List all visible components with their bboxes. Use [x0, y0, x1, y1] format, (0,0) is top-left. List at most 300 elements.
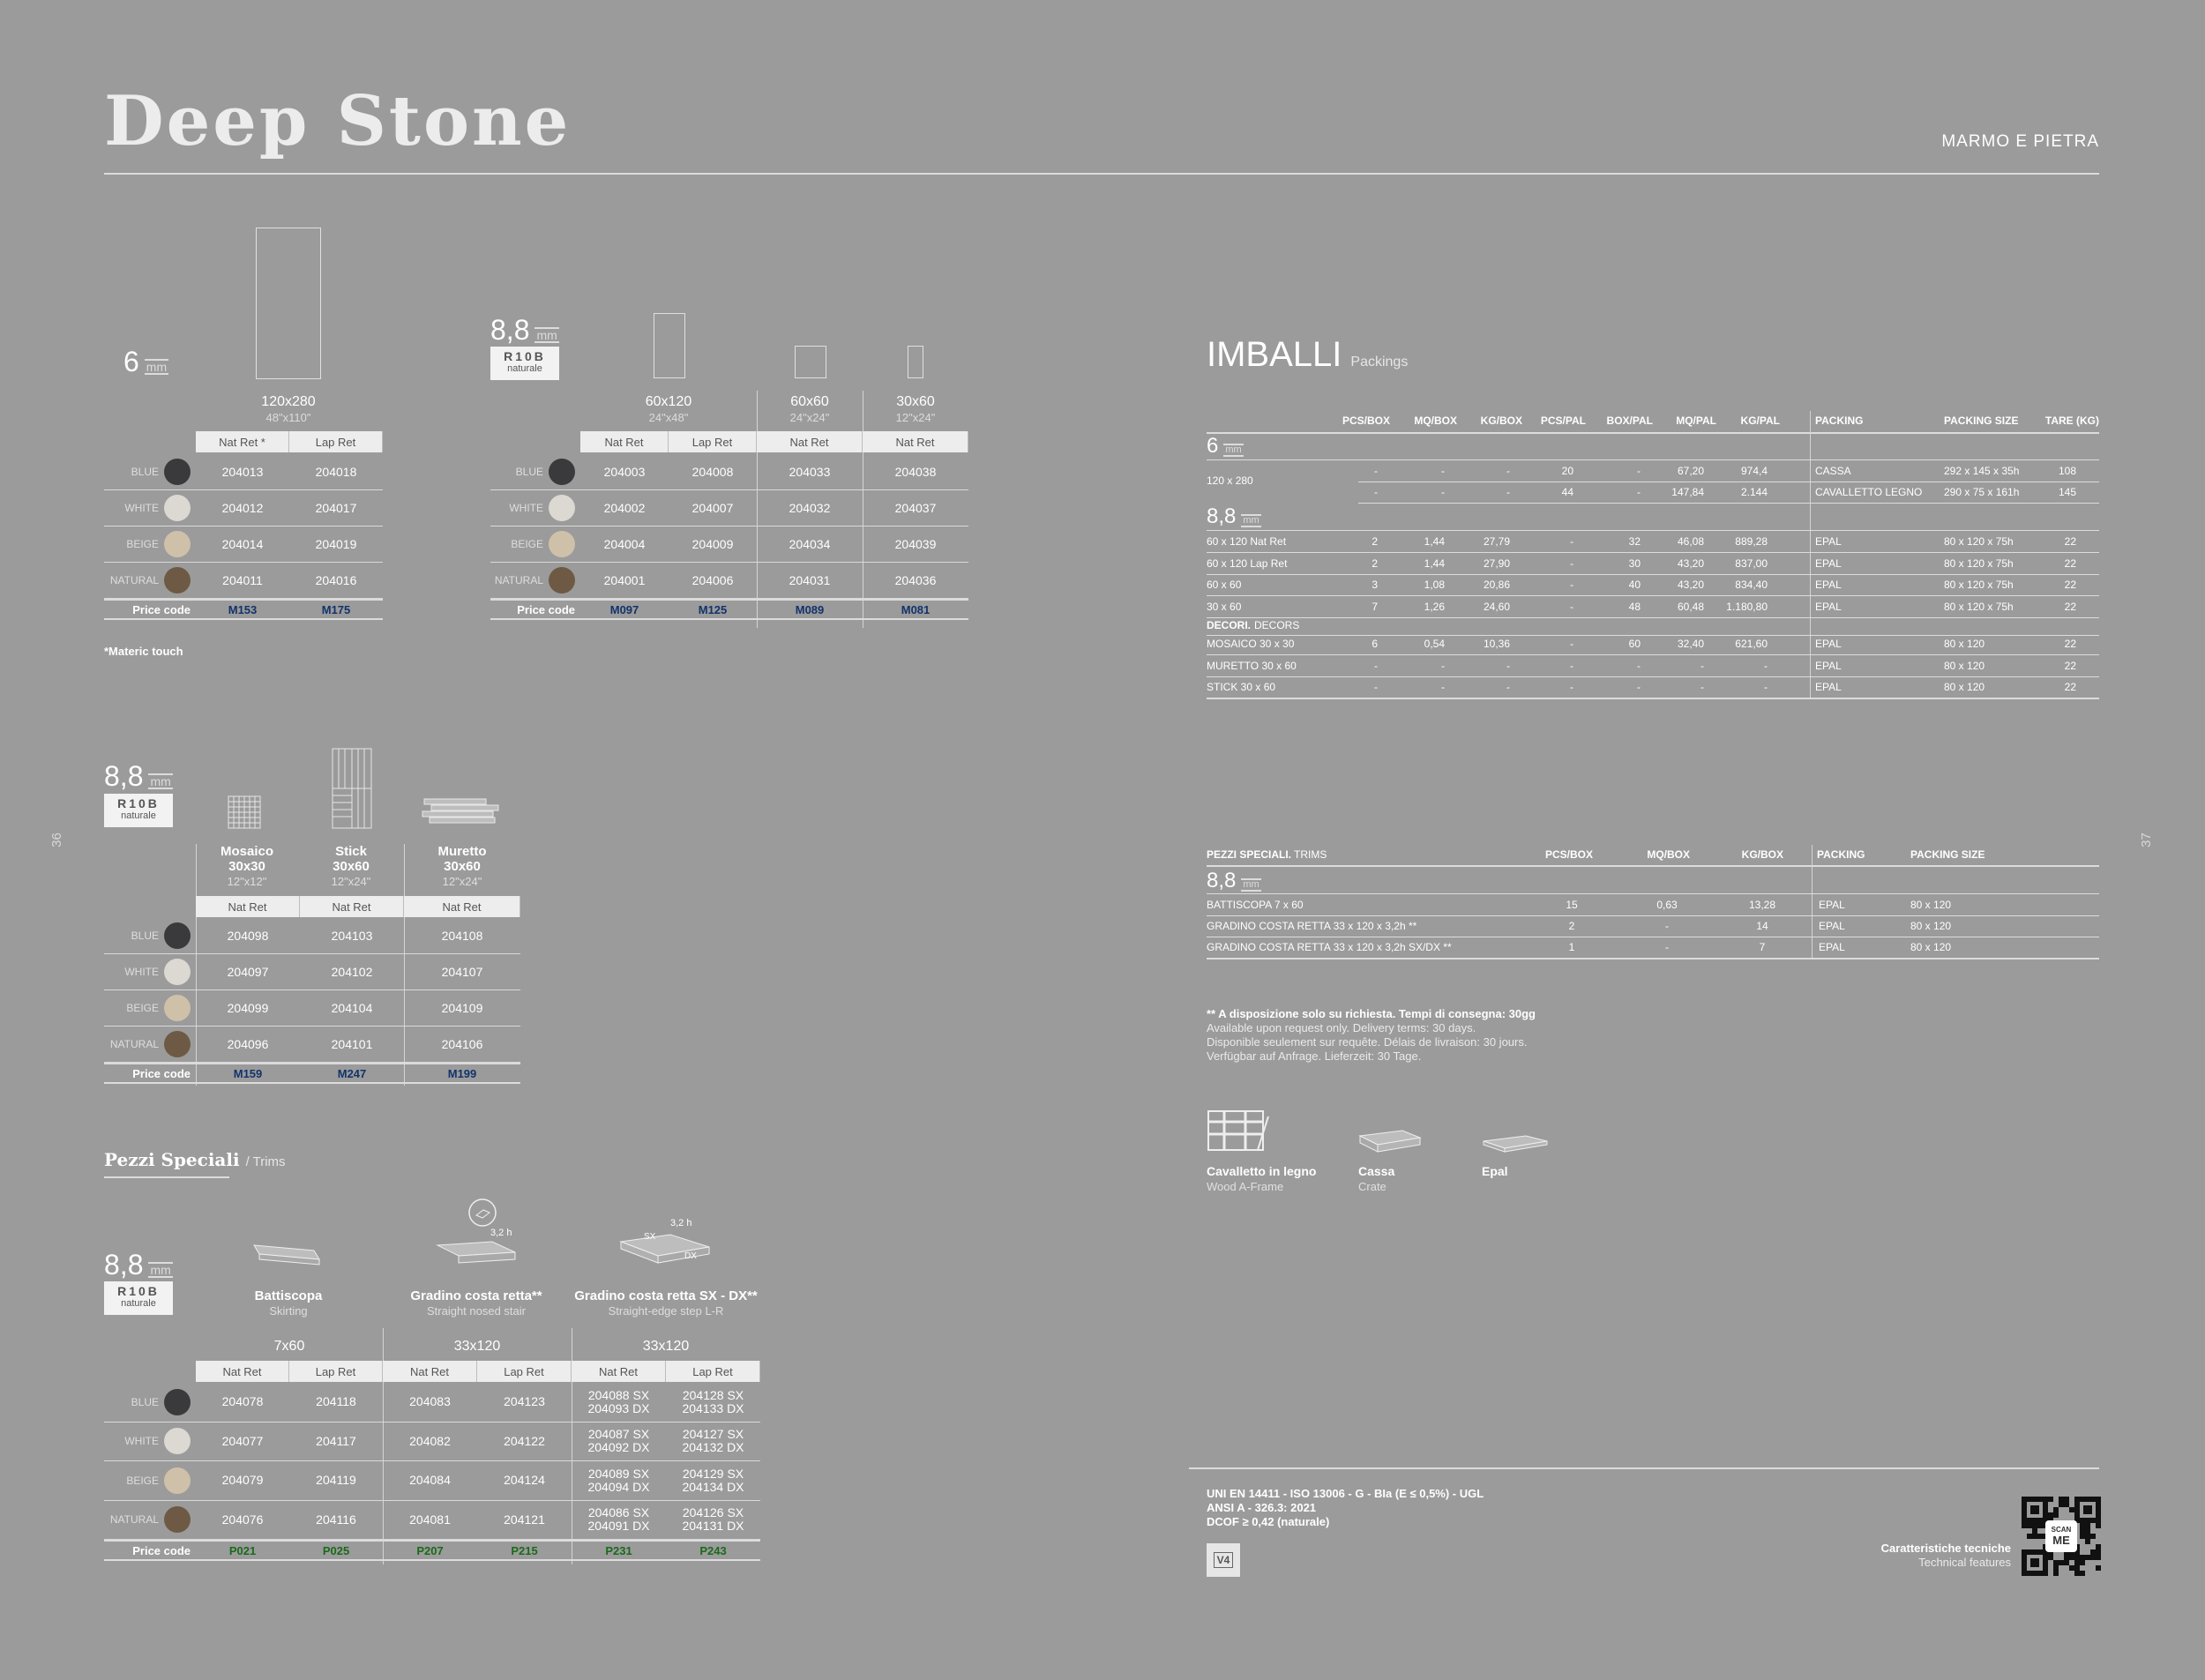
wood-aframe-icon — [1207, 1108, 1270, 1155]
column-header: KG/PAL — [1740, 414, 1780, 427]
price-code: M125 — [698, 602, 728, 616]
r10b-sub: naturale — [121, 810, 156, 821]
row-value: - — [1764, 659, 1768, 672]
price-code: P215 — [511, 1543, 538, 1557]
color-swatch — [164, 1506, 191, 1533]
format-33x120: 33x120 — [453, 1339, 501, 1354]
tile-60x120-shape — [654, 313, 685, 378]
code-cell: 204076 — [221, 1512, 264, 1527]
thickness-label — [1207, 504, 1261, 529]
trims-title-bold: PEZZI SPECIALI. — [1207, 848, 1292, 861]
thickness-value: 8,8 — [490, 314, 530, 346]
color-cell — [104, 531, 196, 557]
code-cell: 204081 — [409, 1512, 451, 1527]
col-nat-ret: Nat Ret — [383, 1361, 477, 1382]
row-value: - — [1637, 659, 1641, 672]
spec-line: ANSI A - 326.3: 2021 — [1207, 1501, 1317, 1514]
code-cell: 204102 — [331, 964, 373, 979]
section-title: Pezzi Speciali — [104, 1149, 240, 1170]
tare: 22 — [2064, 556, 2076, 570]
row-value: 1 — [1568, 941, 1575, 953]
thickness-88mm — [490, 314, 559, 347]
row-value: - — [1637, 486, 1641, 498]
code-cell: 204014 — [221, 536, 264, 551]
row-value: 0,54 — [1424, 638, 1445, 650]
packing-size: 80 x 120 x 75h — [1944, 579, 2014, 591]
spec-line: UNI EN 14411 - ISO 13006 - G - BIa (E ≤ 0,5%) - UGL — [1207, 1487, 1484, 1500]
col-nat-ret: Nat Ret — [404, 896, 520, 917]
table-row — [104, 954, 520, 990]
code-cell: 204109 — [441, 1000, 483, 1015]
packing-type: EPAL — [1819, 899, 1845, 911]
color-swatch — [549, 531, 575, 557]
row-value: 3 — [1372, 579, 1378, 591]
column-header: MQ/BOX — [1647, 848, 1690, 861]
row-value: 834,40 — [1735, 579, 1768, 591]
code-cell: 204086 SX 204091 DX — [587, 1505, 650, 1534]
crate-icon — [1357, 1125, 1424, 1155]
packing-type: EPAL — [1815, 579, 1842, 591]
col-lap-ret: Lap Ret — [289, 1361, 383, 1382]
price-code: P207 — [416, 1543, 444, 1557]
tech-features-sub: Technical features — [1918, 1556, 2011, 1569]
packing-type: EPAL — [1819, 920, 1845, 932]
color-cell — [104, 459, 196, 485]
format-60x120 — [616, 394, 721, 426]
code-cell: 204097 — [227, 964, 269, 979]
column-header: PCS/PAL — [1540, 414, 1586, 427]
code-cell: 204032 — [789, 500, 831, 515]
format-120x280 — [235, 394, 341, 426]
table-row — [490, 454, 968, 490]
col-lap-ret: Lap Ret — [669, 431, 757, 452]
color-label: BLUE — [515, 466, 543, 478]
stick-name — [300, 844, 402, 889]
code-cell: 204103 — [331, 928, 373, 943]
code-cell: 204083 — [409, 1394, 451, 1409]
code-cell: 204119 — [316, 1473, 356, 1488]
mm-unit: mm — [1243, 515, 1259, 526]
packing-type: EPAL — [1815, 659, 1842, 672]
color-label: WHITE — [509, 502, 543, 514]
color-cell — [104, 567, 196, 594]
color-swatch — [164, 531, 191, 557]
packing-size: 80 x 120 — [1910, 941, 1952, 953]
name-line: Stick — [335, 844, 367, 859]
tile-30x60-shape — [908, 346, 923, 378]
materic-note: *Materic touch — [104, 645, 183, 658]
table-row — [104, 1027, 520, 1063]
thickness-value: 8,8 — [1207, 869, 1237, 892]
name-line: 30x60 — [333, 859, 370, 874]
tare: 22 — [2064, 600, 2076, 613]
row-value: 1,44 — [1424, 535, 1445, 548]
row-value: - — [1374, 659, 1378, 672]
format-inches: 48"x110" — [265, 411, 311, 424]
tare: 22 — [2064, 638, 2076, 650]
format-size: 30x60 — [896, 394, 935, 409]
price-code: P025 — [322, 1543, 350, 1557]
color-label: WHITE — [124, 966, 159, 978]
packing-size: 80 x 120 x 75h — [1944, 556, 2014, 570]
table-row — [104, 1383, 760, 1422]
code-cell: 204118 — [316, 1394, 356, 1409]
row-label: 60 x 60 — [1207, 579, 1242, 591]
color-swatch — [549, 567, 575, 594]
row-value: 7 — [1372, 600, 1378, 613]
price-code-label: Price code — [517, 602, 575, 616]
format-33x120: 33x120 — [642, 1339, 690, 1354]
height-label: 3,2 h — [670, 1218, 692, 1228]
row-value: 27,79 — [1483, 535, 1510, 548]
row-value: 46,08 — [1677, 535, 1704, 548]
packing-size: 80 x 120 — [1910, 920, 1952, 932]
r10b-badge — [104, 794, 173, 827]
muretto-name — [411, 844, 513, 889]
table-row — [104, 1461, 760, 1501]
packing-type: EPAL — [1815, 681, 1842, 693]
packing-type: CAVALLETTO LEGNO — [1815, 486, 1923, 498]
row-value: - — [1570, 600, 1573, 613]
name-line: 30x30 — [228, 859, 265, 874]
mm-unit: mm — [1243, 879, 1259, 890]
row-value: - — [1374, 681, 1378, 693]
row-value: 60,48 — [1677, 600, 1704, 613]
row-value: 20,86 — [1483, 579, 1510, 591]
t3-header — [196, 896, 520, 917]
row-value: 32,40 — [1677, 638, 1704, 650]
trims-title — [1207, 848, 1327, 861]
col-nat-ret: Nat Ret — [572, 1361, 666, 1382]
format-7x60: 7x60 — [273, 1339, 305, 1354]
price-code: M081 — [901, 602, 931, 616]
pack-sub: Wood A-Frame — [1207, 1180, 1284, 1193]
row-value: - — [1441, 465, 1445, 477]
code-cell: 204012 — [221, 500, 264, 515]
row-value: - — [1506, 465, 1510, 477]
row-value: 40 — [1628, 579, 1641, 591]
pack-epal — [1482, 1164, 1508, 1179]
row-value: 48 — [1628, 600, 1641, 613]
pezzi-speciali-title — [104, 1149, 286, 1170]
imballi-sub: Packings — [1350, 355, 1409, 370]
col-lap-ret: Lap Ret — [666, 1361, 760, 1382]
gradino-sx-dx-icon — [617, 1224, 716, 1270]
column-header: MQ/BOX — [1414, 414, 1457, 427]
tech-features — [1852, 1542, 2011, 1570]
color-cell — [490, 495, 580, 521]
price-code: M159 — [233, 1066, 263, 1080]
row-value: 1,26 — [1424, 600, 1445, 613]
price-code-label: Price code — [132, 1066, 191, 1080]
row-label: MURETTO 30 x 60 — [1207, 659, 1297, 672]
column-header: PACKING — [1815, 414, 1864, 427]
header-divider — [104, 173, 2099, 175]
row-label: 30 x 60 — [1207, 600, 1242, 613]
table-rule — [1358, 503, 2099, 504]
code-cell: 204078 — [221, 1394, 264, 1409]
battiscopa-name — [222, 1288, 355, 1318]
row-value: 7 — [1759, 941, 1766, 953]
col-nat-ret: Nat Ret — [300, 896, 404, 917]
col-nat-ret: Nat Ret — [757, 431, 863, 452]
row-value: - — [1665, 941, 1669, 953]
height-label: 3,2 h — [490, 1228, 512, 1238]
color-swatch — [164, 459, 191, 485]
tech-features-title: Caratteristiche tecniche — [1880, 1542, 2011, 1555]
row-value: 44 — [1561, 486, 1573, 498]
packing-type: EPAL — [1815, 600, 1842, 613]
mm-unit: mm — [536, 328, 557, 342]
table-rule — [1207, 698, 2099, 699]
thickness-88mm — [104, 1249, 173, 1281]
row-value: 889,28 — [1735, 535, 1768, 548]
price-code-row — [104, 1063, 520, 1084]
row-value: 1,44 — [1424, 556, 1445, 570]
color-cell — [104, 495, 196, 521]
table-rule — [1207, 552, 2099, 553]
code-cell: 204036 — [894, 572, 937, 587]
thickness-value: 8,8 — [104, 1249, 144, 1281]
code-cell: 204122 — [504, 1433, 545, 1448]
color-label: NATURAL — [109, 1038, 159, 1050]
column-divider — [1812, 845, 1813, 959]
color-label: BEIGE — [126, 1002, 159, 1014]
row-value: - — [1374, 486, 1378, 498]
price-code: M175 — [321, 602, 351, 616]
code-cell: 204096 — [227, 1036, 269, 1051]
code-cell: 204019 — [315, 536, 357, 551]
price-code: M153 — [228, 602, 258, 616]
code-cell: 204013 — [221, 464, 264, 479]
table-rule — [1207, 432, 2099, 434]
stick-icon — [332, 748, 372, 829]
epal-icon — [1480, 1132, 1551, 1155]
name-sub: Straight nosed stair — [426, 1304, 526, 1318]
color-swatch — [164, 1389, 191, 1415]
col-nat-ret: Nat Ret * — [196, 431, 289, 452]
table-rule — [1207, 459, 2099, 460]
code-cell: 204107 — [441, 964, 483, 979]
color-cell — [104, 1389, 196, 1415]
packing-size: 292 x 145 x 35h — [1944, 465, 2020, 477]
decori-bold: DECORI. — [1207, 619, 1252, 631]
pack-name: Epal — [1482, 1164, 1508, 1178]
table-rule — [1207, 574, 2099, 575]
row-value: - — [1665, 920, 1669, 932]
thickness-value: 8,8 — [1207, 504, 1237, 528]
decori-label — [1207, 619, 1299, 631]
row-label: GRADINO COSTA RETTA 33 x 120 x 3,2h ** — [1207, 920, 1417, 932]
thickness-88mm — [104, 760, 173, 793]
name-line: Mosaico — [220, 844, 273, 859]
color-cell — [104, 1031, 196, 1057]
table-rule — [1207, 893, 2099, 894]
color-cell — [490, 567, 580, 594]
name-line: Battiscopa — [254, 1288, 323, 1303]
color-label: NATURAL — [494, 574, 543, 586]
color-cell — [490, 531, 580, 557]
packing-size: 80 x 120 — [1910, 899, 1952, 911]
code-cell: 204016 — [315, 572, 357, 587]
color-label: BLUE — [131, 930, 159, 942]
price-code: P231 — [605, 1543, 632, 1557]
mm-unit: mm — [150, 1263, 171, 1277]
row-value: - — [1570, 681, 1573, 693]
dx-label: DX — [684, 1251, 697, 1261]
color-cell — [104, 1467, 196, 1494]
price-code-label: Price code — [132, 602, 191, 616]
r10b-badge — [104, 1281, 173, 1315]
mm-unit: mm — [146, 360, 168, 374]
row-value: 2 — [1568, 920, 1575, 932]
row-value: 0,63 — [1656, 899, 1678, 911]
color-label: BLUE — [131, 1395, 159, 1408]
column-header: KG/BOX — [1741, 848, 1783, 861]
name-inches: 12"x24" — [331, 875, 371, 888]
color-swatch — [549, 495, 575, 521]
code-cell: 204116 — [316, 1512, 356, 1527]
code-cell: 204124 — [504, 1473, 545, 1488]
color-label: BEIGE — [511, 538, 543, 550]
column-divider — [1810, 411, 1811, 698]
row-value: - — [1570, 638, 1573, 650]
price-code: P243 — [699, 1543, 727, 1557]
table-row — [104, 990, 520, 1027]
color-swatch — [164, 1467, 191, 1494]
table-row — [490, 490, 968, 526]
row-value: - — [1570, 659, 1573, 672]
code-cell: 204008 — [691, 464, 734, 479]
col-lap-ret: Lap Ret — [477, 1361, 572, 1382]
table-row — [104, 490, 383, 526]
code-cell: 204129 SX 204134 DX — [682, 1466, 744, 1494]
tare: 145 — [2058, 486, 2076, 498]
price-code-label: Price code — [132, 1543, 191, 1557]
code-cell: 204121 — [504, 1512, 545, 1527]
color-cell — [104, 1428, 196, 1454]
table-rule — [1207, 915, 2099, 916]
price-code: P021 — [228, 1543, 257, 1557]
name-line: Gradino costa retta** — [410, 1288, 542, 1303]
packing-type: CASSA — [1815, 465, 1851, 477]
column-header: PACKING SIZE — [1910, 848, 1985, 861]
format-inches: 24"x48" — [648, 411, 689, 424]
row-value: - — [1764, 681, 1768, 693]
row-value: 974,4 — [1740, 465, 1768, 477]
page-number-left: 36 — [49, 833, 64, 847]
code-cell: 204077 — [221, 1433, 264, 1448]
price-code: M247 — [337, 1066, 367, 1080]
row-value: 30 — [1628, 556, 1641, 570]
code-cell: 204038 — [894, 464, 937, 479]
color-swatch — [164, 995, 191, 1021]
tare: 22 — [2064, 535, 2076, 548]
decori-sub: DECORS — [1254, 619, 1300, 631]
page-number-right: 37 — [2138, 833, 2154, 847]
row-value: 2 — [1372, 556, 1378, 570]
gradino-sx-dx-name — [568, 1288, 764, 1318]
packing-type: EPAL — [1815, 556, 1842, 570]
color-swatch — [164, 1428, 191, 1454]
packing-size: 80 x 120 x 75h — [1944, 600, 2014, 613]
thickness-value: 6 — [123, 346, 139, 377]
tare: 22 — [2064, 659, 2076, 672]
category-label: MARMO E PIETRA — [1941, 132, 2099, 151]
name-line: Gradino costa retta SX - DX** — [574, 1288, 758, 1303]
gradino-name — [388, 1288, 564, 1318]
row-value: 20 — [1561, 465, 1573, 477]
price-code-row — [104, 599, 383, 620]
color-label: BLUE — [131, 466, 159, 478]
price-code: M097 — [609, 602, 639, 616]
v4-badge — [1207, 1543, 1240, 1577]
tile-120x280-shape — [256, 228, 321, 379]
code-cell: 204037 — [894, 500, 937, 515]
column-header: PACKING SIZE — [1944, 414, 2019, 427]
table-rule — [1207, 530, 2099, 531]
tile-60x60-shape — [795, 346, 826, 378]
thickness-value: 6 — [1207, 434, 1219, 458]
table-row — [104, 1422, 760, 1462]
code-cell: 204084 — [409, 1473, 451, 1488]
row-value: - — [1506, 486, 1510, 498]
table-row — [104, 918, 520, 954]
pack-wood-aframe — [1207, 1164, 1316, 1194]
packing-type: EPAL — [1815, 638, 1842, 650]
spec-line: DCOF ≥ 0,42 (naturale) — [1207, 1515, 1330, 1528]
row-value: 1.180,80 — [1726, 600, 1768, 613]
row-value: 621,60 — [1735, 638, 1768, 650]
price-code-row — [104, 1540, 760, 1561]
packing-size: 80 x 120 x 75h — [1944, 535, 2014, 548]
row-value: - — [1637, 681, 1641, 693]
pack-name: Cassa — [1358, 1164, 1395, 1178]
color-label: WHITE — [124, 1435, 159, 1448]
name-sub: Skirting — [269, 1304, 308, 1318]
code-cell: 204011 — [222, 572, 263, 587]
code-cell: 204034 — [789, 536, 831, 551]
packing-size: 80 x 120 — [1944, 659, 1985, 672]
r10b-code: R10B — [117, 796, 160, 810]
r10b-code: R10B — [504, 349, 546, 363]
code-cell: 204001 — [603, 572, 646, 587]
row-label: 120 x 280 — [1207, 474, 1253, 487]
battiscopa-icon — [252, 1242, 323, 1268]
row-label: 60 x 120 Nat Ret — [1207, 535, 1287, 548]
pack-name: Cavalletto in legno — [1207, 1164, 1317, 1178]
row-label: 60 x 120 Lap Ret — [1207, 556, 1288, 570]
col-nat-ret: Nat Ret — [196, 1361, 289, 1382]
code-cell: 204128 SX 204133 DX — [682, 1387, 744, 1415]
t4-header — [196, 1361, 760, 1382]
tare: 22 — [2064, 681, 2076, 693]
row-value: 6 — [1372, 638, 1378, 650]
code-cell: 204098 — [227, 928, 269, 943]
row-value: 27,90 — [1483, 556, 1510, 570]
row-value: 32 — [1628, 535, 1641, 548]
code-cell: 204106 — [441, 1036, 483, 1051]
tech-specs — [1207, 1487, 1484, 1529]
col-nat-ret: Nat Ret — [196, 896, 300, 917]
column-header: PACKING — [1817, 848, 1865, 861]
thickness-label — [1207, 434, 1244, 459]
column-header: TARE (KG) — [2044, 414, 2099, 427]
row-value: - — [1700, 681, 1704, 693]
code-cell: 204009 — [691, 536, 734, 551]
mosaico-name — [196, 844, 298, 889]
code-cell: 204126 SX 204131 DX — [682, 1505, 744, 1534]
